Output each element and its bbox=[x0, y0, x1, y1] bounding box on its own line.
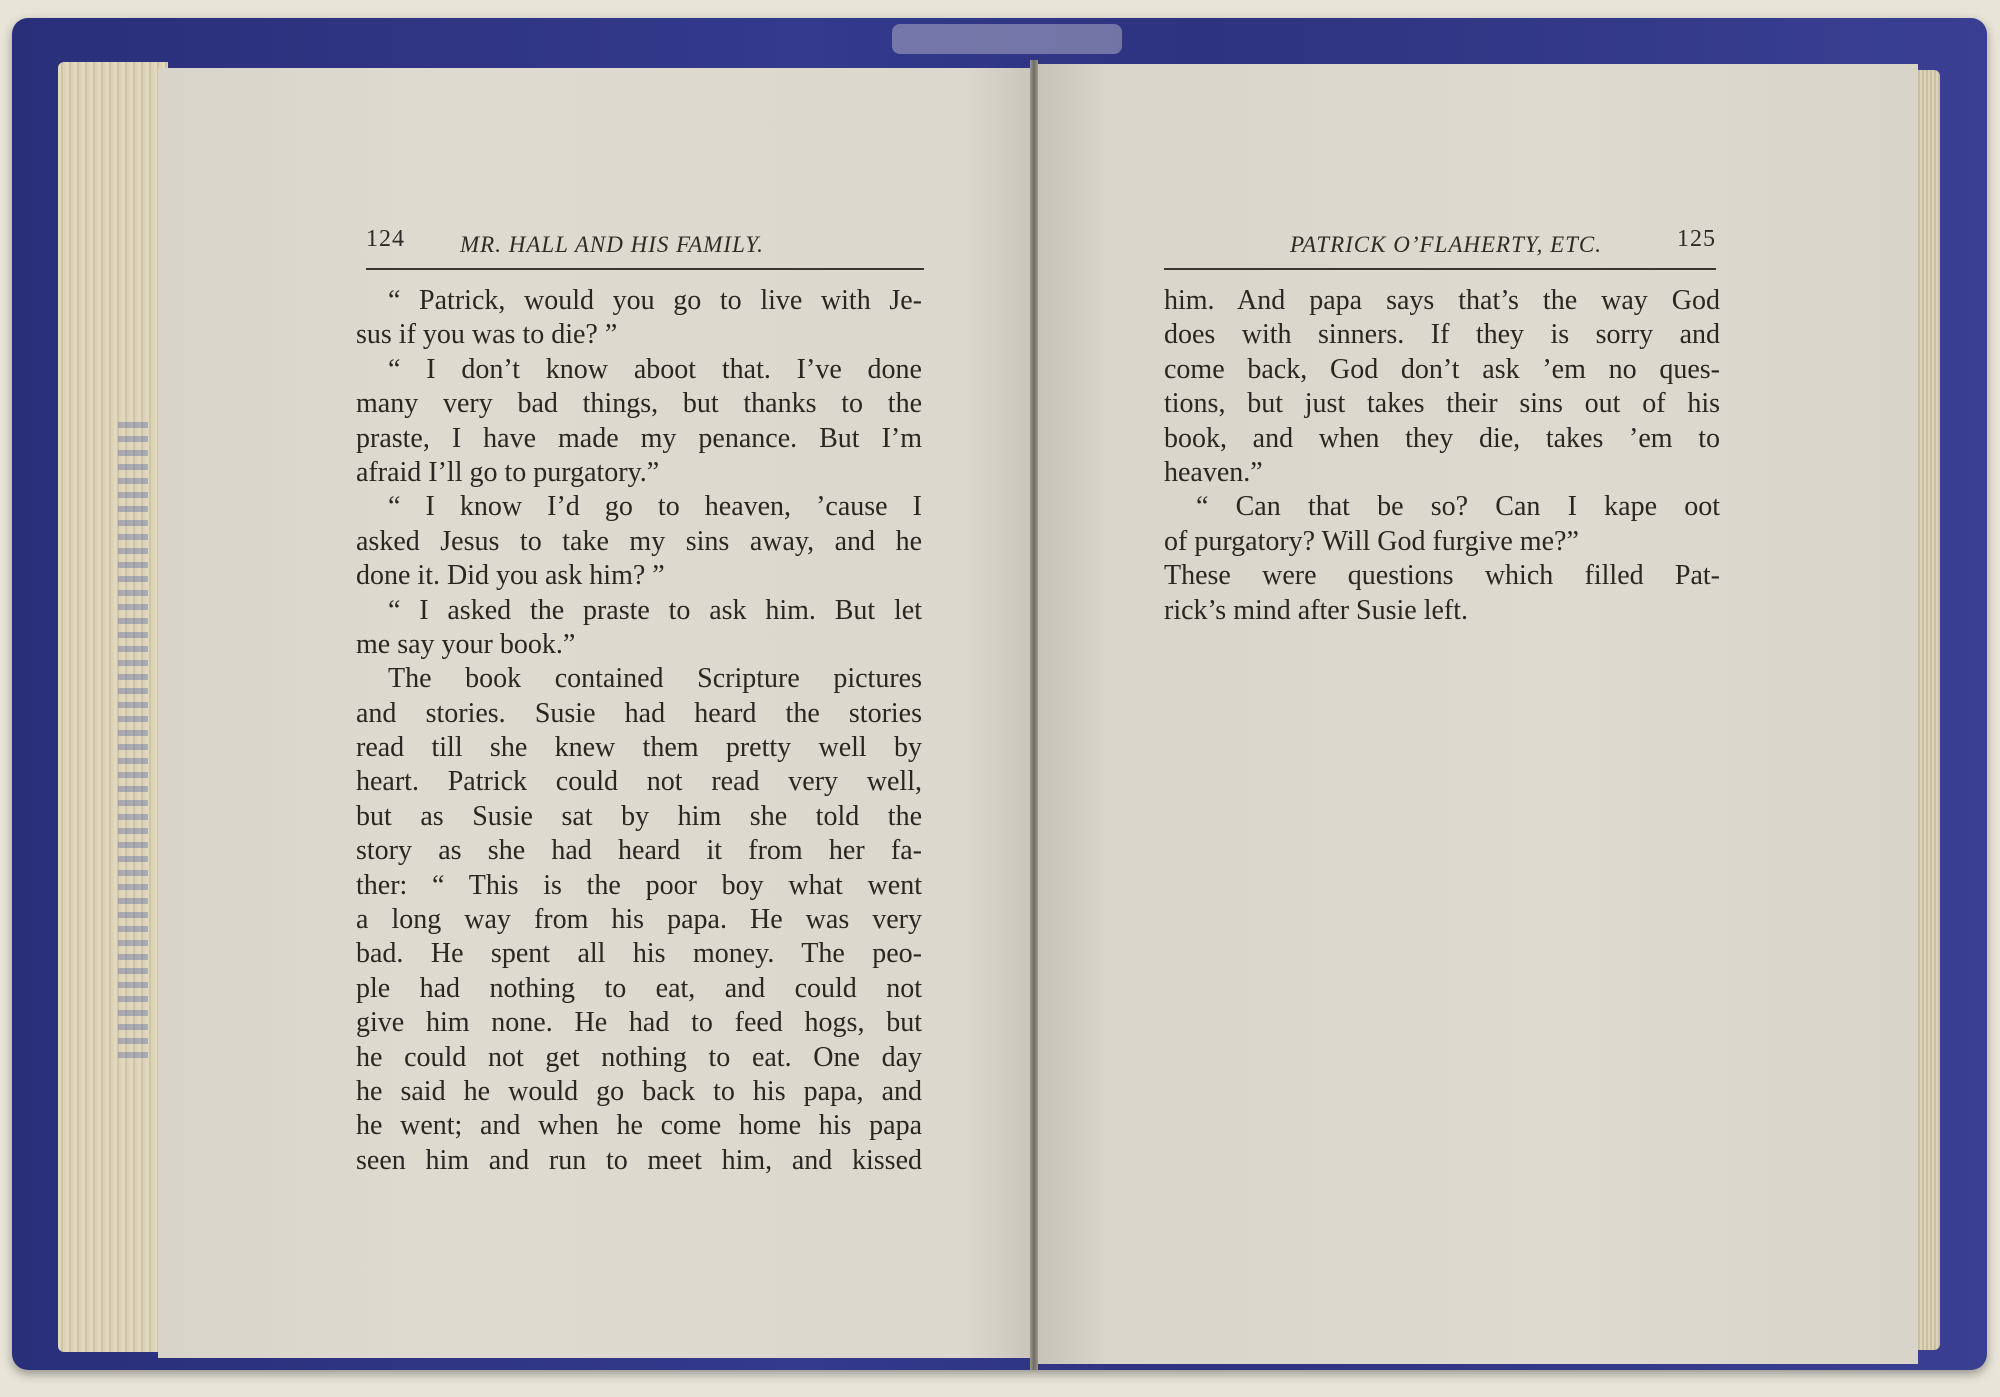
text-line: he said he would go back to his papa, and bbox=[356, 1075, 922, 1107]
text-line: give him none. He had to feed hogs, but bbox=[356, 1007, 922, 1039]
text-line: me say your book.” bbox=[356, 628, 576, 660]
left-page-number: 124 bbox=[366, 226, 405, 252]
text-line: heart. Patrick could not read very well, bbox=[356, 766, 922, 798]
text-line: The book contained Scripture pictures bbox=[388, 663, 922, 695]
text-line: sus if you was to die? ” bbox=[356, 319, 618, 351]
text-line: “ Can that be so? Can I kape oot bbox=[1196, 491, 1720, 523]
page-edges-left bbox=[58, 62, 168, 1352]
text-line: heaven.” bbox=[1164, 456, 1263, 488]
text-line: “ I don’t know aboot that. I’ve done bbox=[388, 353, 922, 385]
text-line: but as Susie sat by him she told the bbox=[356, 800, 922, 832]
text-line: These were questions which filled Pat- bbox=[1164, 560, 1720, 592]
text-line: ther: “ This is the poor boy what went bbox=[356, 869, 922, 901]
text-line: many very bad things, but thanks to the bbox=[356, 388, 922, 420]
text-line: “ I asked the praste to ask him. But let bbox=[388, 594, 922, 626]
text-line: seen him and run to meet him, and kissed bbox=[356, 1144, 922, 1176]
text-line: story as she had heard it from her fa- bbox=[356, 835, 922, 867]
right-running-head bbox=[1164, 222, 1716, 270]
text-line: read till she knew them pretty well by bbox=[356, 732, 922, 764]
right-running-title: PATRICK O’FLAHERTY, ETC. bbox=[1290, 232, 1602, 257]
text-line: rick’s mind after Susie left. bbox=[1164, 594, 1469, 626]
book-gutter bbox=[1030, 60, 1038, 1370]
text-line: done it. Did you ask him? ” bbox=[356, 560, 665, 592]
text-line: tions, but just takes their sins out of his bbox=[1164, 388, 1720, 420]
text-line: “ Patrick, would you go to live with Je- bbox=[388, 285, 922, 316]
text-line: does with sinners. If they is sorry and bbox=[1164, 319, 1720, 351]
text-line: asked Jesus to take my sins away, and he bbox=[356, 525, 922, 557]
text-line: and stories. Susie had heard the stories bbox=[356, 697, 922, 729]
text-line: “ I know I’d go to heaven, ’cause I bbox=[388, 491, 922, 523]
text-line: a long way from his papa. He was very bbox=[356, 904, 922, 936]
text-line: ple had nothing to eat, and could not bbox=[356, 972, 922, 1004]
text-line: bad. He spent all his money. The peo- bbox=[356, 938, 922, 970]
right-page-number: 125 bbox=[1677, 226, 1716, 252]
text-line: him. And papa says that’s the way God bbox=[1164, 285, 1720, 316]
text-line: he could not get nothing to eat. One day bbox=[356, 1041, 922, 1073]
left-page-text bbox=[356, 284, 922, 1178]
text-line: afraid I’ll go to purgatory.” bbox=[356, 456, 660, 488]
left-running-head bbox=[366, 222, 924, 270]
text-line: come back, God don’t ask ’em no ques- bbox=[1164, 353, 1720, 385]
text-line: praste, I have made my penance. But I’m bbox=[356, 422, 922, 454]
text-line: he went; and when he come home his papa bbox=[356, 1110, 922, 1142]
left-running-title: MR. HALL AND HIS FAMILY. bbox=[460, 232, 764, 257]
text-line: of purgatory? Will God furgive me?” bbox=[1164, 525, 1579, 557]
text-line: book, and when they die, takes ’em to bbox=[1164, 422, 1720, 454]
right-page-text bbox=[1164, 284, 1720, 628]
